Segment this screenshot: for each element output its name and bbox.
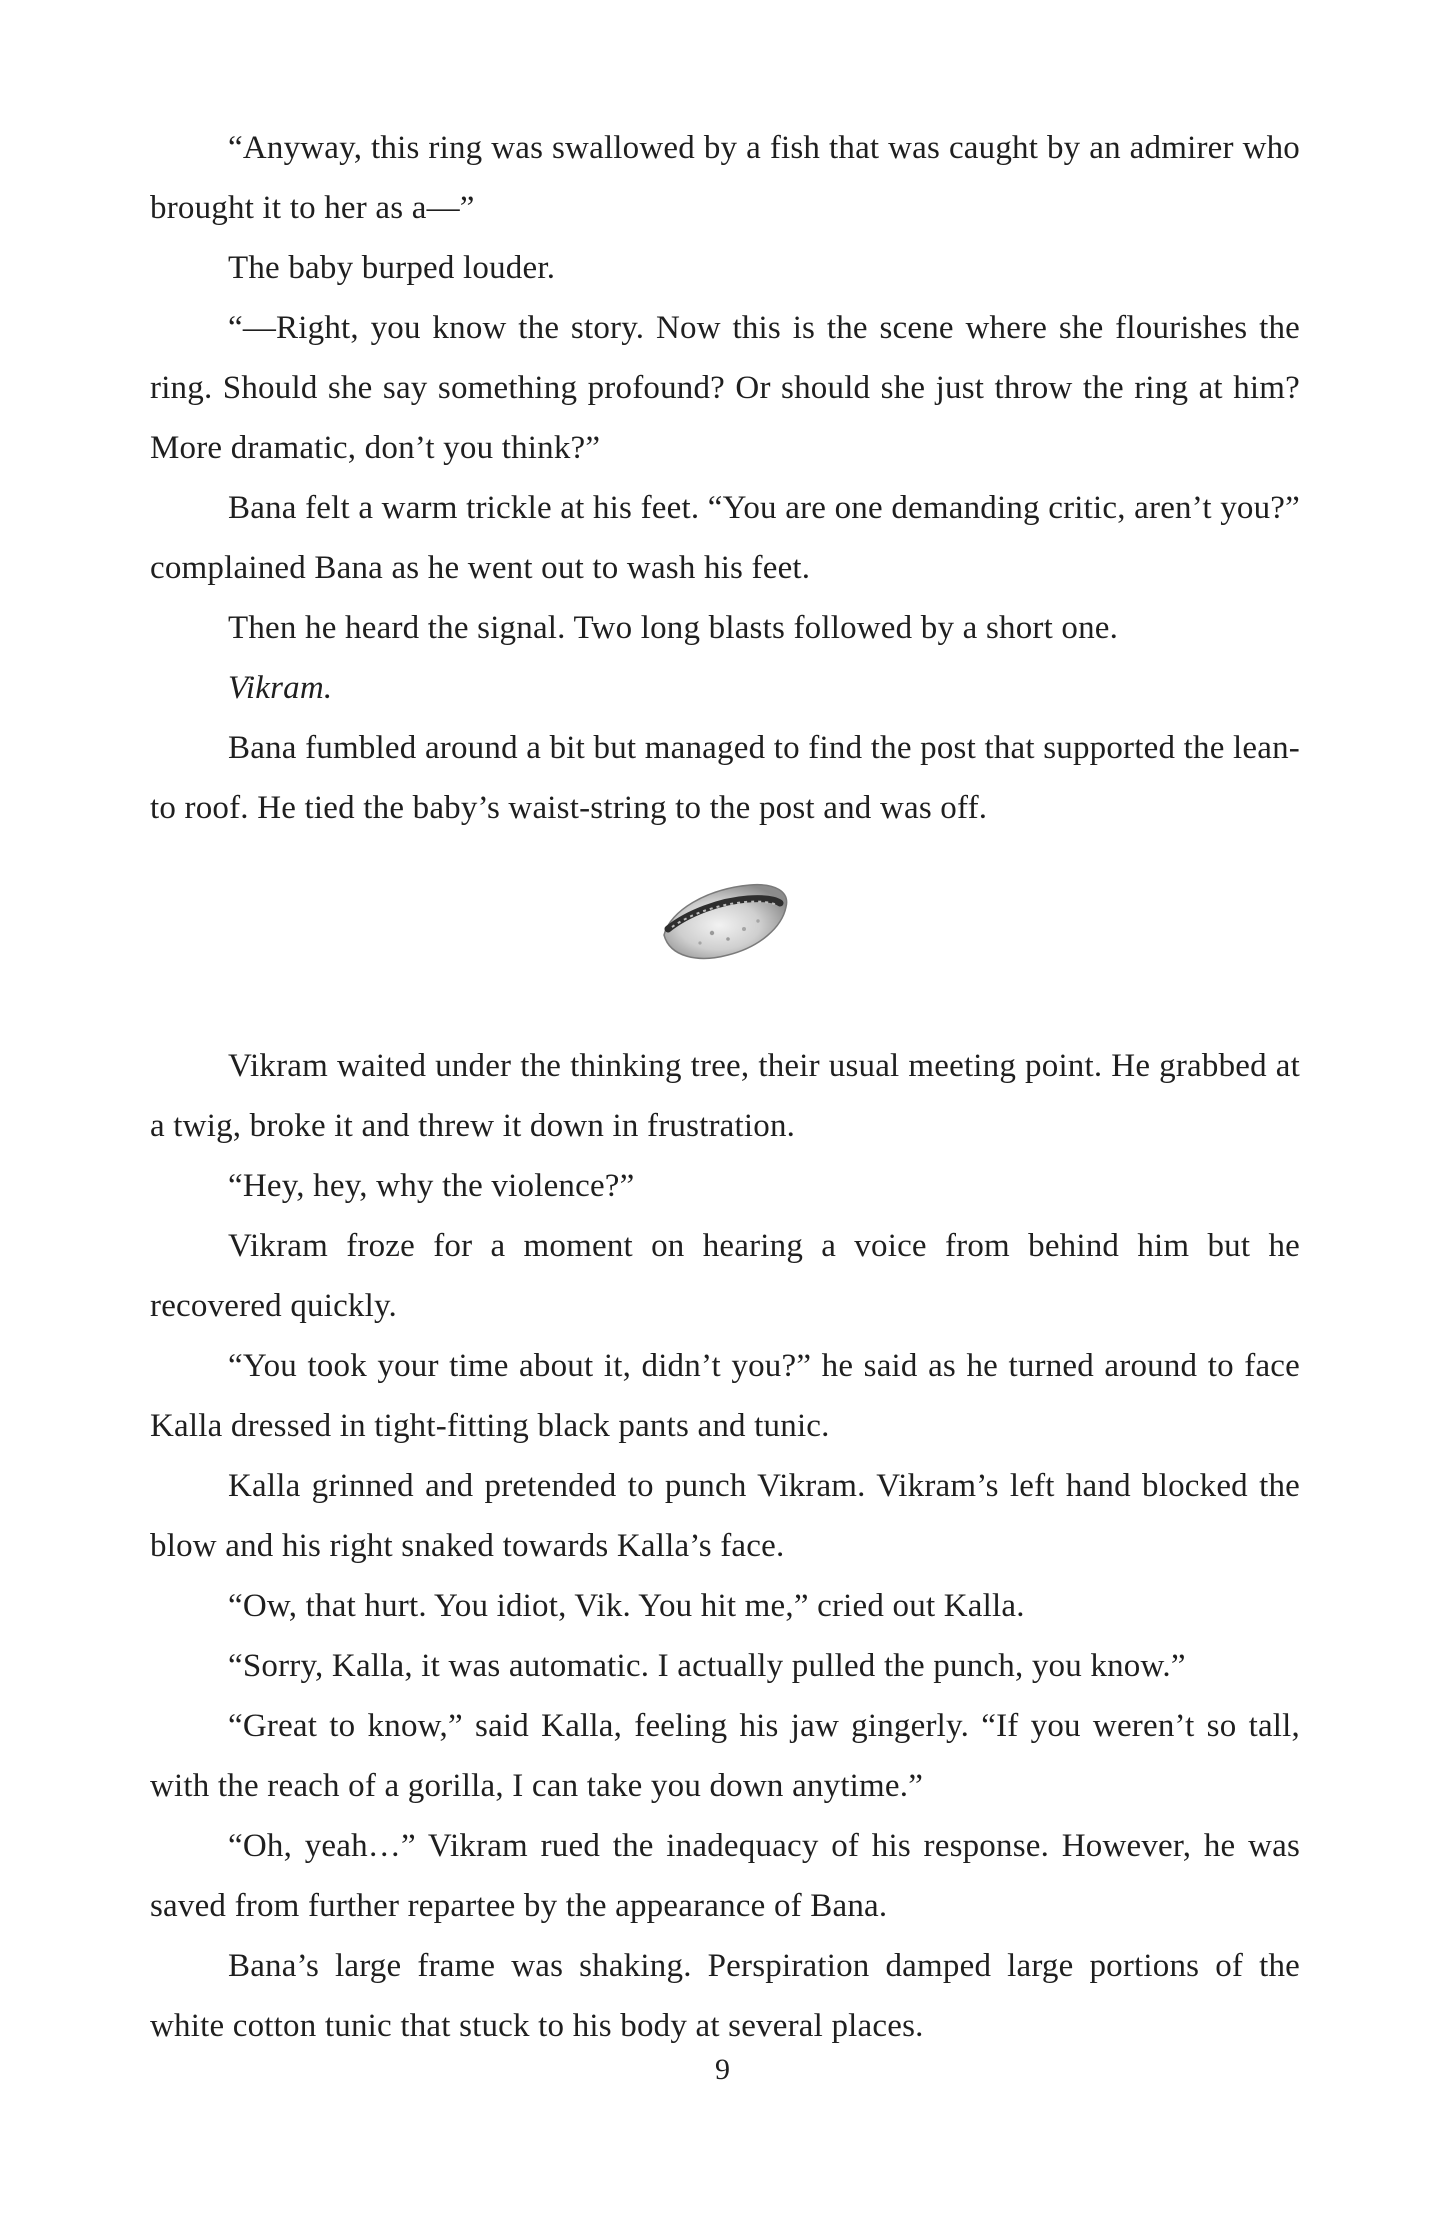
text-section-2 [150,1036,1300,2056]
paragraph: Bana’s large frame was shaking. Perspiration damped large portions of the white cotton tunic that stuck to his body at several places. [150,1948,1300,2044]
paragraph: Kalla grinned and pretended to punch Vikram. Vikram’s left hand blocked the blow and his right snaked towards Kalla’s face. [150,1468,1300,1564]
paragraph: “Great to know,” said Kalla, feeling his jaw gingerly. “If you weren’t so tall, with the reach of a gorilla, I can take you down anytime.” [150,1708,1300,1804]
paragraph: “You took your time about it, didn’t you?” he said as he turned around to face Kalla dressed in tight-fitting black pants and tunic. [150,1348,1300,1444]
page-number: 9 [715,2053,730,2086]
page-body [150,118,1300,2056]
paragraph: “Ow, that hurt. You idiot, Vik. You hit me,” cried out Kalla. [228,1588,1025,1624]
text-section-1 [150,118,1300,838]
paragraph: “Anyway, this ring was swallowed by a fish that was caught by an admirer who brought it to her as a—” [150,130,1300,226]
paragraph: Then he heard the signal. Two long blasts followed by a short one. [228,610,1119,646]
paragraph: Vikram waited under the thinking tree, their usual meeting point. He grabbed at a twig, broke it and threw it down in frustration. [150,1048,1300,1144]
paragraph: “Hey, hey, why the violence?” [228,1168,635,1204]
paragraph: Vikram froze for a moment on hearing a voice from behind him but he recovered quickly. [150,1228,1300,1324]
paragraph: Bana fumbled around a bit but managed to find the post that supported the lean-to roof. He tied the baby’s waist-string to the post and was off. [150,730,1300,826]
paragraph: The baby burped louder. [228,250,556,286]
paragraph: “Sorry, Kalla, it was automatic. I actually pulled the punch, you know.” [228,1648,1186,1684]
paragraph: Vikram. [228,670,333,706]
paragraph: “—Right, you know the story. Now this is the scene where she flourishes the ring. Should she say something profound? Or should she just throw the ring at him? More dramatic, don’t you think?” [150,310,1300,466]
cowrie-shell-icon [650,869,800,969]
paragraph: “Oh, yeah…” Vikram rued the inadequacy of his response. However, he was saved from further repartee by the appearance of Bana. [150,1828,1300,1924]
paragraph: Bana felt a warm trickle at his feet. “You are one demanding critic, aren’t you?” complained Bana as he went out to wash his feet. [150,490,1300,586]
section-divider [150,844,1300,994]
